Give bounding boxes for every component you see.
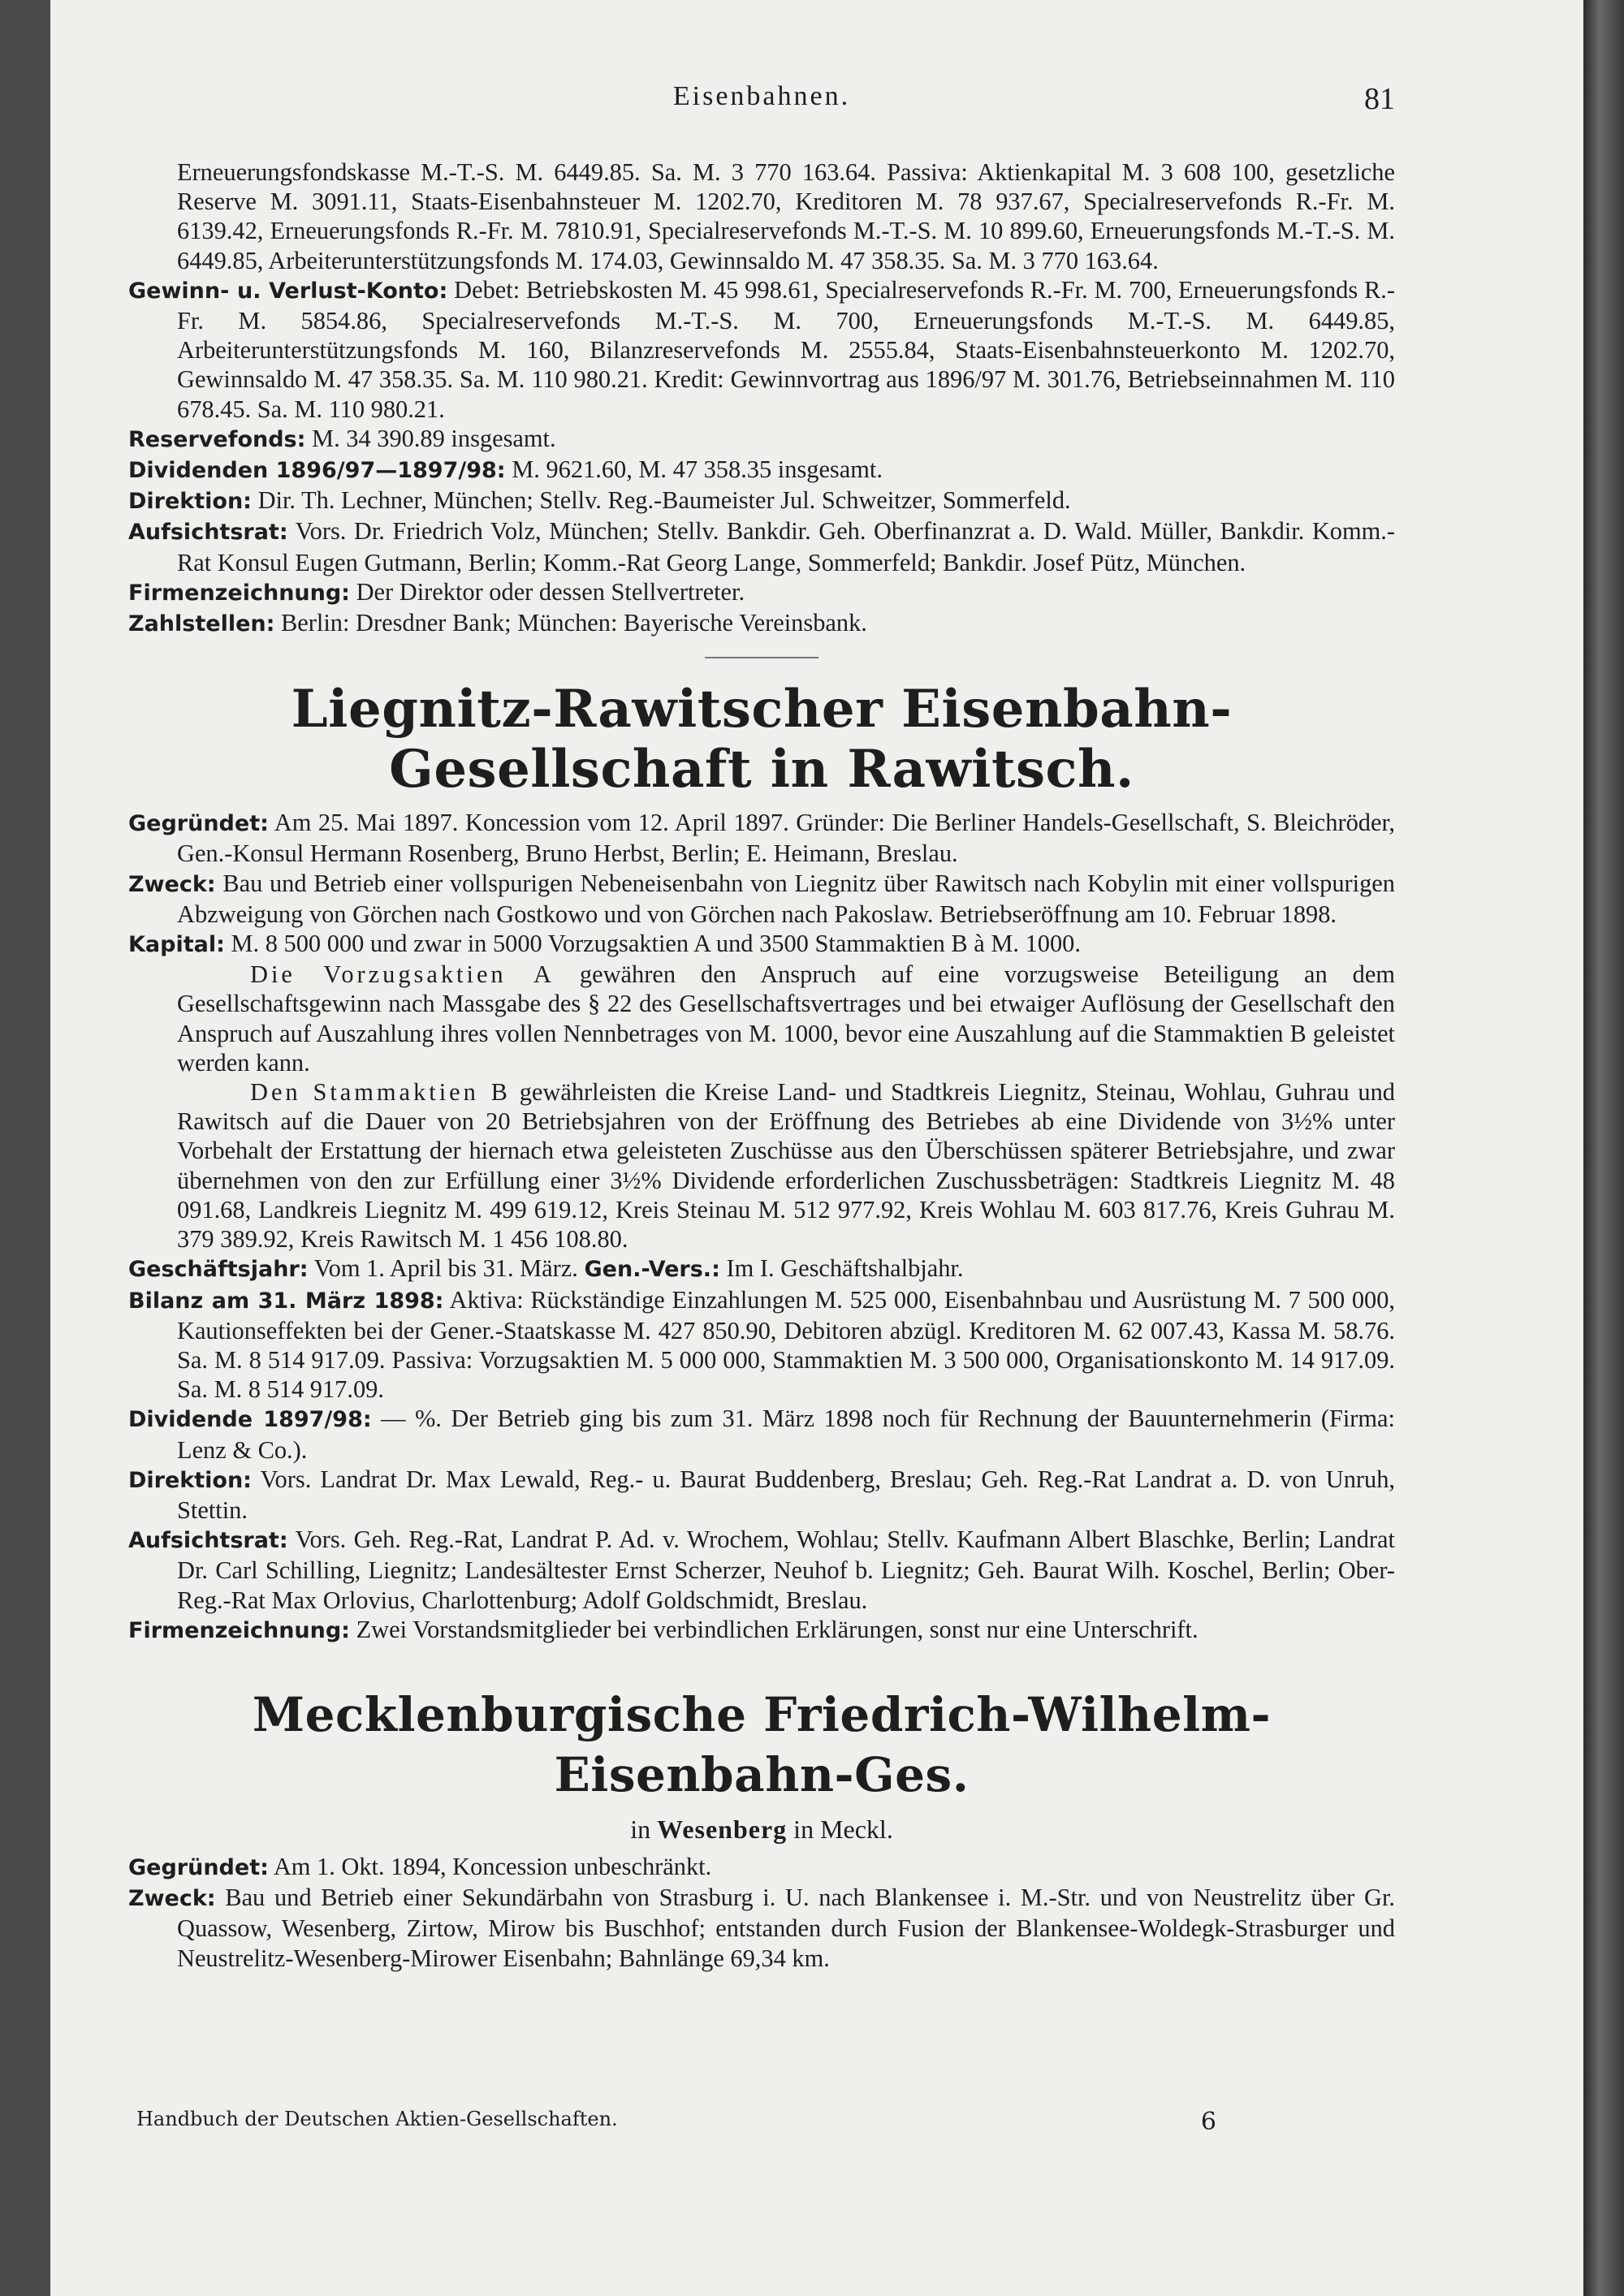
aufsichtsrat-entry <box>128 1525 1395 1615</box>
direktion-entry <box>128 1465 1395 1525</box>
kapital-entry <box>128 929 1395 960</box>
entry-text: Dir. Th. Lechner, München; Stellv. Reg.-Baumeister Jul. Schweitzer, Sommerfeld. <box>257 486 1071 515</box>
entry-label: Zahlstellen: <box>128 611 275 637</box>
entry-text: Debet: Betriebskosten M. 45 998.61, Specialreservefonds R.-Fr. M. 700, Erneuerungsfonds R.-Fr. M. 5854.86, Specialreservefonds M.-T.-S. M. 700, Erneuerungsfonds M.-T.-S. M. 6449.85, Arbeiterunterstützungsfonds M. 160, Bilanzreservefonds M. 2555.84, Staats-Eisenbahnsteuerkonto M. 1202.70, Gewinnsaldo M. 47 358.35. Sa. M. 110 980.21. Kredit: Gewinnvortrag aus 1896/97 M. 301.76, Betriebseinnahmen M. 110 678.45. Sa. M. 110 980.21. <box>177 275 1395 423</box>
firmenzeichnung-entry <box>128 577 1395 608</box>
zweck-entry <box>128 869 1395 929</box>
gewinn-verlust-entry <box>128 275 1395 424</box>
entry-text: Vom 1. April bis 31. März. <box>313 1254 578 1283</box>
zahlstellen-entry <box>128 608 1395 639</box>
section-divider <box>705 657 818 658</box>
entry-label: Reservefonds: <box>128 426 306 452</box>
entry-text: Berlin: Dresdner Bank; München: Bayerische Vereinsbank. <box>281 609 867 637</box>
paragraph-lead: Die Vorzugsaktien A <box>250 960 555 989</box>
entry-text: M. 9621.60, M. 47 358.35 insgesamt. <box>512 455 883 484</box>
direktion-entry <box>128 486 1395 516</box>
entry-label: Gegründet: <box>128 1854 269 1880</box>
entry-label: Aufsichtsrat: <box>128 1528 288 1554</box>
entry-text: Im I. Geschäftshalbjahr. <box>726 1254 964 1283</box>
page-content <box>128 81 1395 1973</box>
spacer <box>128 1646 1395 1685</box>
stammaktien-paragraph <box>128 1077 1395 1254</box>
aufsichtsrat-entry <box>128 516 1395 576</box>
entry-text: Am 1. Okt. 1894, Koncession unbeschränkt. <box>273 1852 712 1880</box>
entry-text: Aktiva: Rückständige Einzahlungen M. 525 000, Eisenbahnbau und Ausrüstung M. 7 500 000, Kautionseffekten bei der Gener.-Staatskasse M. 427 850.90, Debitoren abzügl. Kreditoren M. 62 007.43, Kassa M. 58.76. Sa. M. 8 514 917.09. Passiva: Vorzugsaktien M. 5 000 000, Stammaktien M. 3 500 000, Organisationskonto M. 14 917.09. Sa. M. 8 514 917.09. <box>177 1285 1396 1404</box>
footer-title: Handbuch der Deutschen Aktien-Gesellschaften. <box>136 2108 618 2130</box>
entry-text: Der Direktor oder dessen Stellvertreter. <box>356 577 745 606</box>
entry-text: Bau und Betrieb einer Sekundärbahn von Strasburg i. U. nach Blankensee i. M.-Str. und von Neustrelitz über Gr. Quassow, Wesenberg, Zirtow, Mirow bis Buschhof; entstanden durch Fusion der Blankensee-Woldegk-Strasburger und Neustrelitz-Wesenberg-Mirower Eisenbahn; Bahnlänge 69,34 km. <box>177 1884 1395 1972</box>
entry-text: Vors. Dr. Friedrich Volz, München; Stellv. Bankdir. Geh. Oberfinanzrat a. D. Wald. Müller, Bankdir. Komm.-Rat Konsul Eugen Gutmann, Berlin; Komm.-Rat Georg Lange, Sommerfeld; Bankdir. Josef Pütz, München. <box>177 517 1395 576</box>
paragraph-text: gewähren den Anspruch auf eine vorzugsweise Beteiligung an dem Gesellschaftsgewinn nach Massgabe des § 22 des Gesellschaftsvertrages und bei etwaiger Auflösung der Gesellschaft den Anspruch auf Auszahlung ihres vollen Nennbetrages von M. 1000, bevor eine Auszahlung auf die Stammaktien B geleistet werden kann. <box>177 960 1395 1077</box>
entry-label: Dividende 1897/98: <box>128 1407 372 1433</box>
location-suffix: in Meckl. <box>793 1814 893 1844</box>
entry-text: Zwei Vorstandsmitglieder bei verbindlichen Erklärungen, sonst nur eine Unterschrift. <box>356 1615 1199 1643</box>
running-title: Eisenbahnen. <box>672 81 851 111</box>
bilanz-entry <box>128 1285 1395 1405</box>
entry-text: Bau und Betrieb einer vollspurigen Nebeneisenbahn von Liegnitz über Rawitsch nach Kobylin mit einer vollspurigen Abzweigung von Görchen nach Gostkowo und von Görchen nach Pakoslaw. Betriebseröffnung am 10. Februar 1898. <box>177 869 1395 928</box>
gegruendet-entry <box>128 808 1395 868</box>
paragraph-lead: Den Stammaktien B <box>250 1078 511 1107</box>
entry-label: Zweck: <box>128 1886 216 1912</box>
entry-label: Direktion: <box>128 1467 252 1493</box>
section-liegnitz-rawitsch <box>128 680 1395 1646</box>
entry-label: Aufsichtsrat: <box>128 520 288 546</box>
entry-label: Bilanz am 31. März 1898: <box>128 1288 444 1314</box>
entry-text: M. 8 500 000 und zwar in 5000 Vorzugsaktien A und 3500 Stammaktien B à M. 1000. <box>231 930 1081 958</box>
entry-label: Geschäftsjahr: <box>128 1257 309 1283</box>
entry-label: Direktion: <box>128 489 252 515</box>
bilanz-continuation: Erneuerungsfondskasse M.-T.-S. M. 6449.85. Sa. M. 3 770 163.64. Passiva: Aktienkapital M. 3 608 100, gesetzliche Reserve M. 3091.11, Staats-Eisenbahnsteuer M. 1202.70, Kreditoren M. 78 937.67, Specialreservefonds R.-Fr. M. 6139.42, Erneuerungsfonds R.-Fr. M. 7810.91, Specialreservefonds M.-T.-S. M. 10 899.60, Erneuerungsfonds M.-T.-S. M. 6449.85, Arbeiterunterstützungsfonds M. 174.03, Gewinnsaldo M. 47 358.35. Sa. M. 3 770 163.64. <box>177 158 1395 274</box>
entry-text: Vors. Geh. Reg.-Rat, Landrat P. Ad. v. Wrochem, Wohlau; Stellv. Kaufmann Albert Blaschke, Berlin; Landrat Dr. Carl Schilling, Liegnitz; Landesältester Ernst Scherzer, Neuhof b. Liegnitz; Geh. Baurat Wilh. Koschel, Berlin; Ober-Reg.-Rat Max Orlovius, Charlottenburg; Adolf Goldschmidt, Breslau. <box>177 1526 1395 1614</box>
section-previous-company <box>128 158 1395 639</box>
paragraph-text: gewährleisten die Kreise Land- und Stadtkreis Liegnitz, Steinau, Wohlau, Guhrau und Rawitsch auf die Dauer von 20 Betriebsjahren von der Eröffnung des Betriebes ab eine Dividende von 3½% unter Vorbehalt der Erstattung der hiernach etwa geleisteten Zuschüsse aus den Überschüssen späterer Betriebsjahre, und zwar übernehmen von den zur Erfüllung einer 3½% Dividende erforderlichen Zuschussbeträgen: Stadtkreis Liegnitz M. 48 091.68, Landkreis Liegnitz M. 499 619.12, Kreis Steinau M. 512 977.92, Kreis Wohlau M. 603 817.76, Kreis Guhrau M. 379 389.92, Kreis Rawitsch M. 1 456 108.80. <box>177 1078 1395 1254</box>
scan-edge <box>1583 0 1624 2296</box>
company-title: Mecklenburgische Friedrich-Wilhelm-Eisenbahn-Ges. <box>252 1686 1272 1802</box>
company-location <box>128 1813 1395 1845</box>
section-mecklenburgische <box>128 1685 1395 1973</box>
company-title: Liegnitz-Rawitscher Eisenbahn-Gesellschaft in Rawitsch. <box>291 679 1233 801</box>
dividende-entry <box>128 1404 1395 1464</box>
entry-label: Firmenzeichnung: <box>128 1617 350 1643</box>
page-footer <box>128 2108 1395 2140</box>
location-place: Wesenberg <box>657 1814 788 1844</box>
running-header <box>128 81 1395 130</box>
location-prefix: in <box>630 1814 651 1844</box>
gegruendet-entry <box>128 1852 1395 1883</box>
entry-label: Dividenden 1896/97—1897/98: <box>128 458 506 484</box>
entry-text: Vors. Landrat Dr. Max Lewald, Reg.- u. Baurat Buddenberg, Breslau; Geh. Reg.-Rat Landrat a. D. von Unruh, Stettin. <box>177 1465 1395 1524</box>
dividenden-entry <box>128 455 1395 486</box>
entry-text: M. 34 390.89 insgesamt. <box>312 424 556 452</box>
entry-label: Firmenzeichnung: <box>128 580 350 606</box>
scanned-page <box>50 0 1583 2296</box>
entry-label: Kapital: <box>128 932 225 958</box>
zweck-entry <box>128 1883 1395 1973</box>
entry-label: Gen.-Vers.: <box>584 1257 720 1283</box>
geschaeftsjahr-entry <box>128 1254 1395 1284</box>
signature-mark: 6 <box>1200 2108 1216 2136</box>
reservefonds-entry <box>128 424 1395 455</box>
page-number: 81 <box>1364 82 1395 116</box>
entry-text: Am 25. Mai 1897. Koncession vom 12. April 1897. Gründer: Die Berliner Handels-Gesellschaft, S. Bleichröder, Gen.-Konsul Hermann Rosenberg, Bruno Herbst, Berlin; E. Heimann, Breslau. <box>177 809 1395 868</box>
entry-label: Gewinn- u. Verlust-Konto: <box>128 278 448 304</box>
vorzugsaktien-paragraph <box>128 960 1395 1077</box>
entry-text: — %. Der Betrieb ging bis zum 31. März 1898 noch für Rechnung der Bauunternehmerin (Firma: Lenz & Co.). <box>177 1405 1395 1464</box>
entry-label: Gegründet: <box>128 811 269 837</box>
firmenzeichnung-entry <box>128 1615 1395 1646</box>
entry-label: Zweck: <box>128 871 216 897</box>
